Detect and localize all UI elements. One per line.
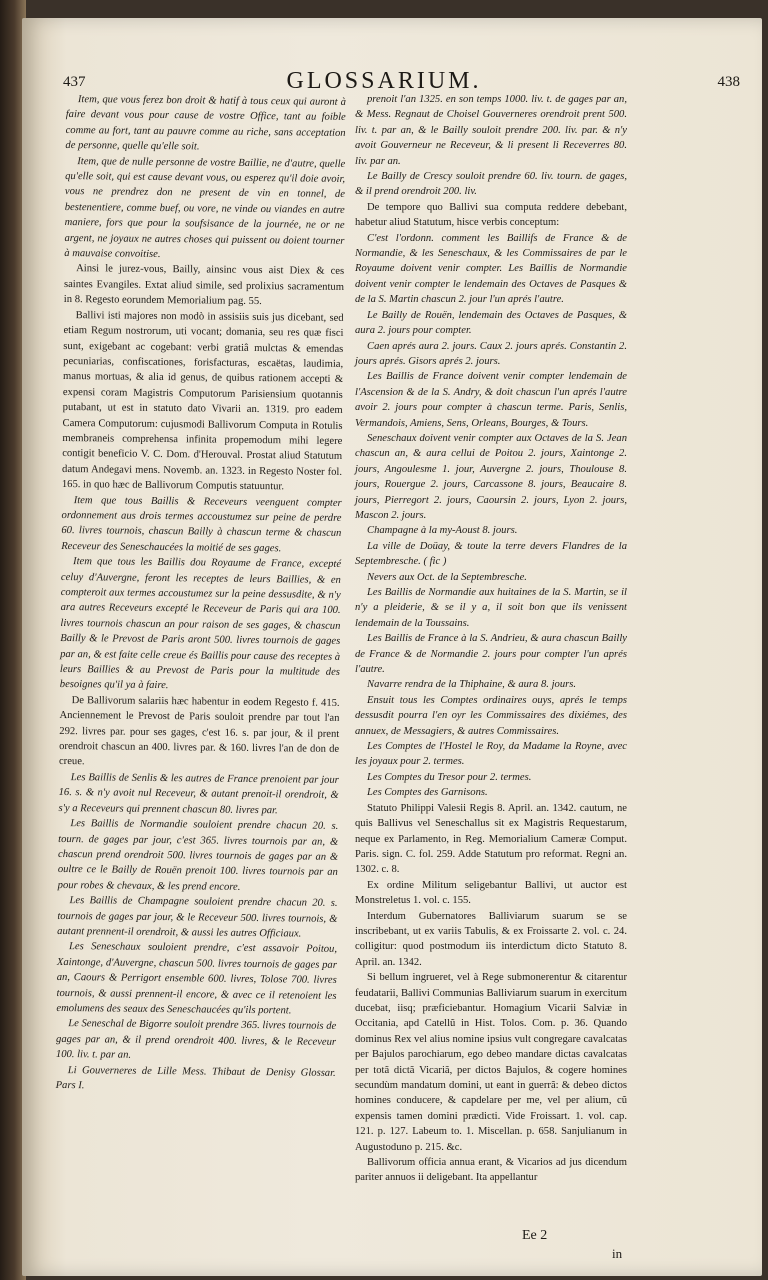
paragraph: Nevers aux Oct. de la Septembresche. (367, 571, 527, 583)
paragraph: Les Baillis de France à la S. Andrieu, & aura chascun Bailly de France & de Normandie 2. jours pour compter l'un aprés l'autre. (355, 633, 627, 676)
paragraph: Item que tous les Baillis dou Royaume de France, excepté celuy d'Auvergne, feront les receptes de leurs Baillies, & en compteroit aux termes accoustumez sur la peine dessusdite, & n'y ara autres Receveurs excepté le Receveur de Paris qui ara 100. livres tournois chascun an pour raison de ses gages, & chascun Bailly & le Prevost de Paris aront 500. livres tournois de gages par an, & est faite celle creue és Baillis pour cause des receptes à leurs Baillies & au Prevost de Paris pour la multitude des besoignes qu'il ya à faire. (59, 556, 342, 692)
signature-mark: Ee 2 (522, 1228, 548, 1243)
paragraph: Si bellum ingrueret, vel à Rege submonerentur & citarentur feudatarii, Ballivi Communias Balliviarum suarum in exercitum ducebat, iisq; præficiebantur. Homagium Vicarii Salviæ in Occitania, apd Catellũ in Hist. Tolos. Com. p. 36. Quando dominus Rex vel alius nomine ipsius vult congregare cavalcatas per Bajulos parochiarum, ego debeo mandare dictas cavalcatas per totã dictã Vicariã, per dictos Bajulos, & cogere homines secundùm mandatum domini, ut eant in guerrã: & debeo dictos homines conducere, & capdelare per me, vel per alium, cũ expensis tamen domini prædicti. Vide Froissart. 1. vol. cap. 121. p. 127. Labeum to. 1. Miscellan. p. 658. Sanjulianum in Augustoduno p. 215. &c. (355, 972, 627, 1153)
left-text-column (56, 92, 346, 1096)
paragraph: Caen aprés aura 2. jours. Caux 2. jours aprés. Constantin 2. jours aprés. Gisors aprés 2. jours. (355, 340, 627, 367)
paragraph: Le Seneschal de Bigorre souloit prendre 365. livres tournois de gages par an, & il prend orendroit 400. livres, & le Receveur 100. liv. t. par an. (55, 1018, 337, 1061)
right-text-column (355, 92, 627, 1186)
paragraph: Item que tous Baillis & Receveurs veenguent compter ordonnement aus drois termes accoustumez sur peine de perdre 60. livres tournois, chascun Bailly à chascun terme & chascun Receveur des Seneschaucées la moitié de ses gages. (61, 494, 342, 555)
paragraph: Ex ordine Militum seligebantur Ballivi, ut auctor est Monstreletus 1. vol. c. 155. (355, 879, 627, 907)
paragraph: Les Seneschaux souloient prendre, c'est assavoir Poitou, Xaintonge, d'Auvergne, chascun 500. livres tournois de gages par an, Caours & Perrigort ensemble 600. livres, Tolose 700. livres tournois, & aussi prennent-il encore, & avec ce il retenoient les emolumens des seaux des Seneschaucées qu'ils portent. (56, 941, 338, 1017)
paragraph: Interdum Gubernatores Balliviarum suarum se se inscribebant, ut ex variis Tabulis, & ex Froissarte 2. vol. c. 24. colligitur: quod postmodum iis interdictum dicto Statuto 8. April. an. 1342. (355, 910, 627, 968)
paragraph: Item, que vous ferez bon droit & hatif à tous ceux qui auront à faire devant vous pour cause de vostre Office, tant au foible comme au fort, tant au pauvre comme au riche, sans acceptation de personne, quelle qu'elle soit. (65, 94, 346, 153)
paragraph: De Ballivorum salariis hæc habentur in eodem Regesto f. 415. Anciennement le Prevost de Paris souloit prendre par tout l'an 292. livres par. pour ses gages, c'est 16. s. par jour, & il prent orendroit chascun an 400. livres par. & 160. livres l'an de don de creue. (58, 694, 340, 768)
paragraph: Ballivorum officia annua erant, & Vicarios ad jus dicendum pariter annuos ii deligebant. Ita appellantur (355, 1157, 627, 1184)
paragraph: Item, que de nulle personne de vostre Baillie, ne d'autre, quelle qu'elle soit, qui est cause devant vous, ou esperez qu'il doie avoir, vous ne prendrez don ne present de vin en tonnel, de bestenentiere, comme buef, ou vore, ne vinde ou viandes en autre maniere, fors que pour la soufsisance de la journée, ne or ne argent, ne joyaux ne autres choses qui puissent ou doient tourner à mauvaise convoitise. (64, 155, 346, 261)
paragraph: La ville de Doüay, & toute la terre devers Flandres de la Septembresche. ( fic ) (355, 540, 627, 568)
paragraph: prenoit l'an 1325. en son temps 1000. liv. t. de gages par an, & Mess. Regnaut de Choisel Gouverneres orendroit prent 500. liv. t. par an, & le Bailly souloit prendre 200. liv. par. & n'y avoit Gouverneur ne Receveur, & li present li Receverres 80. liv. par an. (355, 94, 627, 167)
paragraph: Les Baillis de Champagne souloient prendre chacun 20. s. tournois de gages par jour, & le Receveur 500. livres tournois, & autant prennent-il orendroit, & aussi les autres Officiaux. (57, 895, 338, 940)
paragraph: Ensuit tous les Comptes ordinaires ouys, aprés le temps dessusdit pourra l'en oyr les Commissaires des dixiémes, des annuex, de Messagiers, & autres Commissaires. (355, 694, 627, 737)
paragraph: Li Gouverneres de Lille Mess. Thibaut de Denisy Glossar. Pars I. (55, 1064, 336, 1092)
paragraph: Les Baillis de France doivent venir compter lendemain de l'Ascension & de la S. Andry, & doit chascun l'un aprés l'autre avoir 2. jours pour compter à chascun terme. Paris, Senlis, Vermandois, Amiens, Sens, Orleans, Bourges, & Tours. (355, 371, 627, 429)
page-number-left: 437 (63, 74, 86, 90)
paragraph: Statuto Philippi Valesii Regis 8. April. an. 1342. cautum, ne quis Ballivus vel Seneschallus sit ex Magistris Requestarum, neque ex Parlamento, in Reg. Memorialium Cameræ Comput. Paris. sign. C. fol. 259. Adde Statutum pro reformat. Regni an. 1302. c. 8. (355, 802, 627, 876)
paragraph: Les Baillis de Normandie souloient prendre chacun 20. s. tourn. de gages par jour, c'est 365. livres tournois par an, & chascun prend orendroit 500. livres tournois de gages par an & oultre ce le Bailly de Rouën prenoit 100. livres tournois par an pour robes & chevaux, & les prend encore. (57, 818, 339, 893)
running-title: GLOSSARIUM. (286, 68, 482, 94)
paragraph: Champagne à la my-Aoust 8. jours. (367, 525, 518, 537)
paragraph: Les Comptes du Tresor pour 2. termes. (367, 771, 532, 783)
catchword: in (612, 1246, 623, 1261)
paragraph: De tempore quo Ballivi sua computa reddere debebant, habetur aliud Statutum, hisce verbis conceptum: (355, 201, 627, 229)
paragraph: Seneschaux doivent venir compter aux Octaves de la S. Jean chascun an, & aura cellui de Poitou 2. jours, Xaintonge 2. jours, Angoulesme 1. jour, Auvergne 2. jours, Thoulouse 8. jours, Rouergue 2. jours, Carcassone 8. jours, Beaucaire 8. jours, Pierregort 2. jours, Caoursin 2. jours, Lyon 2. jours, Mascon 2. jours. (355, 432, 627, 521)
paragraph: Les Baillis de Senlis & les autres de France prenoient par jour 16. s. & n'y avoit nul Receveur, & autant prenoit-il orendroit, & s'y a Receveurs qui prennent chascun 80. livres par. (58, 771, 339, 816)
page-number-right: 438 (717, 74, 740, 90)
paragraph: Le Bailly de Rouën, lendemain des Octaves de Pasques, & aura 2. jours pour compter. (355, 309, 627, 337)
paragraph: Ainsi le jurez-vous, Bailly, ainsinc vous aist Diex & ces saintes Evangiles. Extat aliud simile, sed prolixius sacramentum in 8. Regesto eorundem Memorialium pag. 55. (63, 263, 345, 308)
paragraph: Les Comptes de l'Hostel le Roy, da Madame la Royne, avec les joyaux pour 2. termes. (355, 741, 627, 768)
paragraph: Navarre rendra de la Thiphaine, & aura 8. jours. (367, 679, 577, 691)
paragraph: Les Baillis de Normandie aux huitaines de la S. Martin, se il n'y a pleiderie, & se il y a, il soit bon que ils venissent lendemain de la Toussains. (355, 587, 627, 629)
paragraph: Les Comptes des Garnisons. (367, 787, 488, 799)
paragraph: Le Bailly de Crescy souloit prendre 60. liv. tourn. de gages, & il prend orendroit 200. liv. (355, 171, 627, 198)
paragraph: Ballivi isti majores non modò in assisiis suis jus dicebant, sed etiam Regum nostrorum, uti vocant; domania, seu res quæ fisci sunt, exigebant ac cogebant: verbi gratiâ mulctas & emendas pecuniarias, confiscationes, forisfacturas, escaëtas, laudimia, manus mortuas, & alia id genus, de quibus rationem accepti & expensi coram Magistris Computorum Parisiensium quotannis putabant, ut est in statuto dato Vivarii an. 1319. pro eadem Camera Computorum: cujusmodi Ballivorum Computa in Rotulis membraneis comprehensa infinita propemodum mihi legere contigit beneficio V. C. Dom. d'Herouval. Prostat aliud Statutum datum Andegavi mens. Novemb. an. 1323. in Regesto Noster fol. 165. in quo hæc de Ballivorum Computis statuuntur. (61, 309, 344, 493)
paragraph: C'est l'ordonn. comment les Baillifs de France & de Normandie, & les Seneschaux, & les Commissaires de par le Royaume doivent venir compter. Les Baillis de Normandie doivent venir compter le lendemain des Octaves de Pasques & de la S. Martin chascun 2. jour l'un aprés l'autre. (355, 232, 627, 306)
